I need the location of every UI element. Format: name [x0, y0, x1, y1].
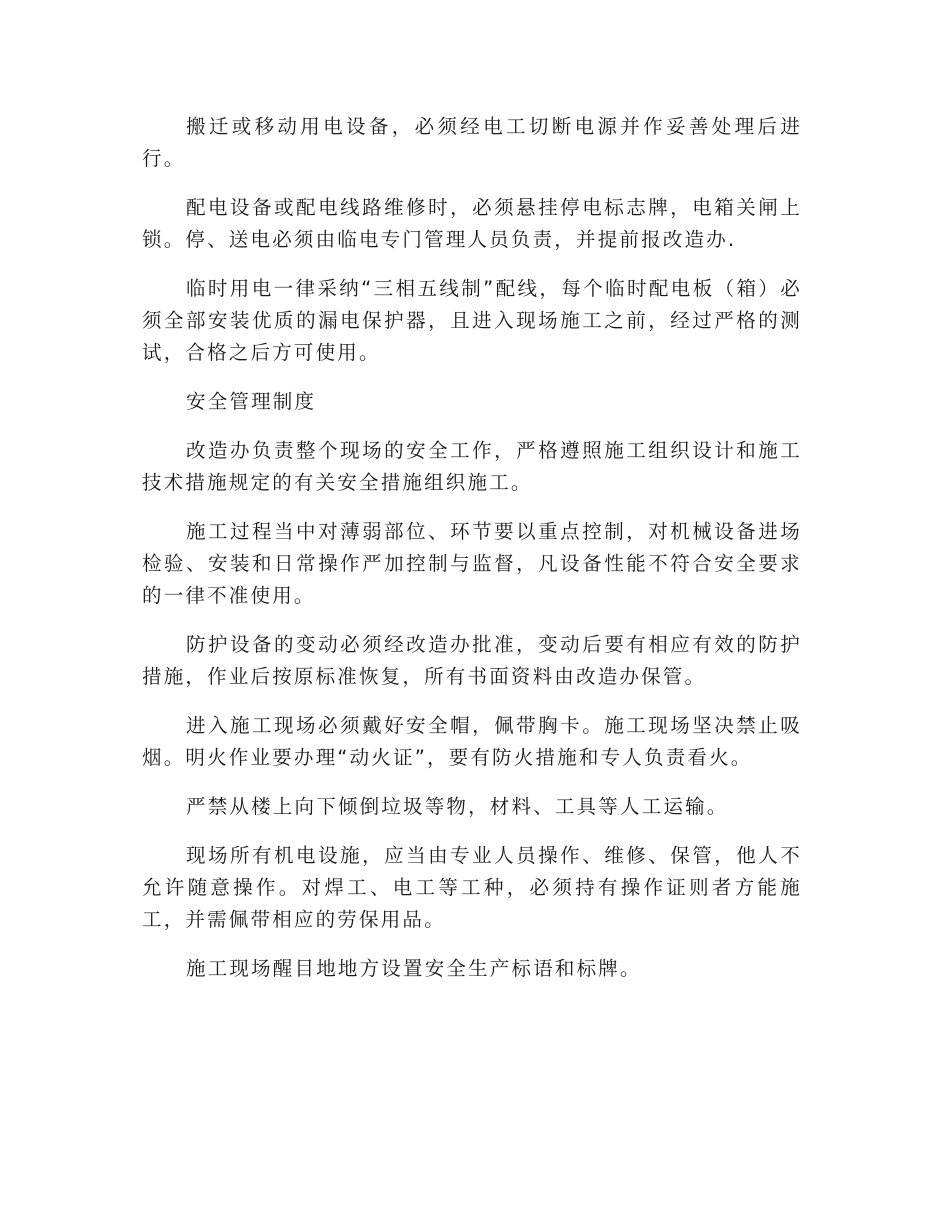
document-body: [142, 111, 802, 1002]
paragraph-helmet-and-fire: 进入施工现场必须戴好安全帽，佩带胸卡。施工现场坚决禁止吸烟。明火作业要办理“动火证”，要有防火措施和专人负责看火。: [142, 714, 802, 769]
section-heading-safety-management: 安全管理制度: [186, 390, 317, 413]
paragraph-relocating-equipment: 搬迁或移动用电设备，必须经电工切断电源并作妥善处理后进行。: [142, 115, 802, 170]
paragraph-process-control: 施工过程当中对薄弱部位、环节要以重点控制，对机械设备进场检验、安装和日常操作严加控制与监督，凡设备性能不符合安全要求的一律不准使用。: [142, 520, 802, 607]
paragraph-line-maintenance: 配电设备或配电线路维修时，必须悬挂停电标志牌，电箱关闸上锁。停、送电必须由临电专门管理人员负责，并提前报改造办.: [142, 196, 802, 251]
paragraph-site-safety-responsibility: 改造办负责整个现场的安全工作，严格遵照施工组织设计和施工技术措施规定的有关安全措施组织施工。: [142, 439, 802, 494]
paragraph-protective-equipment: 防护设备的变动必须经改造办批准，变动后要有相应有效的防护措施，作业后按原标准恢复，所有书面资料由改造办保管。: [142, 633, 802, 688]
paragraph-temporary-power: 临时用电一律采纳“三相五线制”配线，每个临时配电板（箱）必须全部安装优质的漏电保护器，且进入现场施工之前，经过严格的测试，合格之后方可使用。: [142, 277, 802, 364]
paragraph-equipment-operation: 现场所有机电设施，应当由专业人员操作、维修、保管，他人不允许随意操作。对焊工、电工等工种，必须持有操作证则者方能施工，并需佩带相应的劳保用品。: [142, 844, 802, 931]
paragraph-safety-signage: 施工现场醒目地地方设置安全生产标语和标牌。: [186, 957, 642, 980]
paragraph-no-dumping: 严禁从楼上向下倾倒垃圾等物，材料、工具等人工运输。: [186, 795, 729, 818]
